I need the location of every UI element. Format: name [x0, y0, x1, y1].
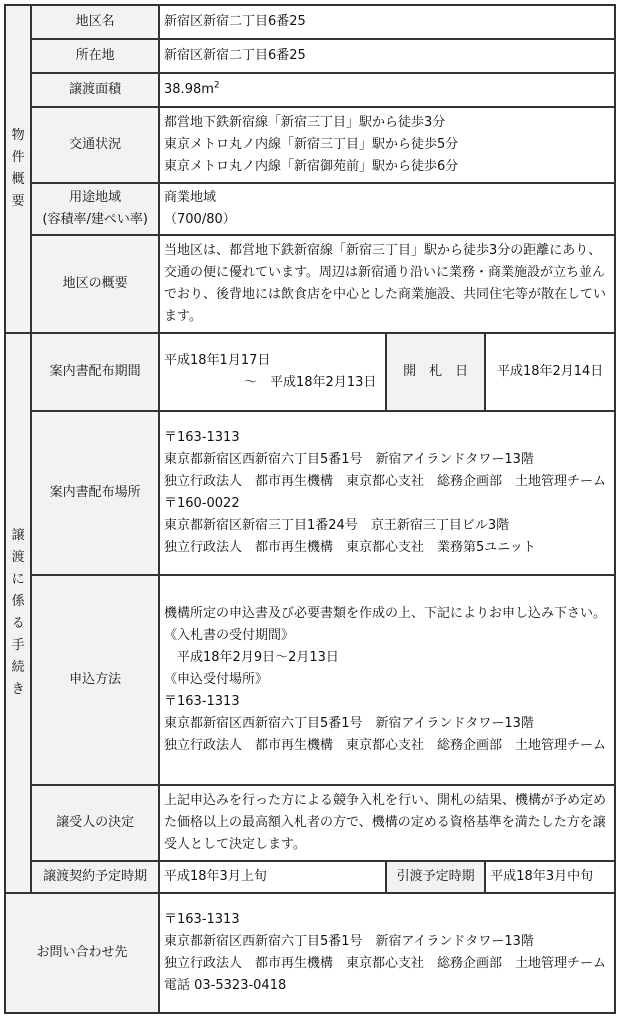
zoning-value: [159, 183, 615, 235]
section-procedure-label: [5, 333, 31, 893]
handover-label: 引渡予定時期: [386, 861, 485, 893]
zoning-value-line: （700/80）: [164, 212, 236, 227]
transport-line: 都営地下鉄新宿線「新宿三丁目」駅から徒歩3分: [164, 115, 446, 130]
zoning-label: [31, 183, 159, 235]
decision-label: 譲受人の決定: [31, 785, 159, 861]
area-value: [159, 73, 615, 107]
summary-value: 当地区は、都営地下鉄新宿線「新宿三丁目」駅から徒歩3分の距離にあり、交通の便に優れています。周辺は新宿通り沿いに業務・商業施設が立ち並んでおり、後背地には飲食店を中心とした商業施設、共同住宅等が散在しています。: [159, 235, 615, 333]
row-distribution-place: [5, 411, 615, 575]
section-procedure-text: 譲渡に係る手続き: [11, 528, 25, 697]
row-area: [5, 73, 615, 107]
apply-line: 《入札書の受付期間》: [164, 628, 295, 643]
section-property-text: 物件概要: [11, 128, 25, 209]
zoning-label-line: 用途地域: [69, 190, 122, 205]
contract-value: 平成18年3月上旬: [159, 861, 386, 893]
area-number: 38.98m: [164, 82, 214, 97]
place-line: 独立行政法人 都市再生機構 東京都心支社 業務第5ユニット: [164, 540, 536, 555]
property-info-table: [4, 4, 616, 1014]
place-line: 〒163-1313: [164, 430, 240, 445]
row-contract: [5, 861, 615, 893]
row-transport: [5, 107, 615, 183]
opening-value: 平成18年2月14日: [485, 333, 615, 411]
decision-value: 上記申込みを行った方による競争入札を行い、開札の結果、機構が予め定めた価格以上の最高額入札者の方で、機構の定める資格基準を満たした方を譲受人として決定します。: [159, 785, 615, 861]
place-line: 〒160-0022: [164, 496, 240, 511]
zoning-value-line: 商業地域: [164, 190, 217, 205]
place-line: 独立行政法人 都市再生機構 東京都心支社 総務企画部 土地管理チーム: [164, 474, 607, 489]
apply-line: 《申込受付場所》: [164, 672, 269, 687]
period-label: 案内書配布期間: [31, 333, 159, 411]
contact-value: [159, 893, 615, 1013]
transport-line: 東京メトロ丸ノ内線「新宿御苑前」駅から徒歩6分: [164, 159, 459, 174]
opening-label: 開 札 日: [386, 333, 485, 411]
row-location: [5, 39, 615, 73]
transport-line: 東京メトロ丸ノ内線「新宿三丁目」駅から徒歩5分: [164, 137, 459, 152]
row-contact: [5, 893, 615, 1013]
apply-line: 東京都新宿区西新宿六丁目5番1号 新宿アイランドタワー13階: [164, 716, 534, 731]
row-district: [5, 5, 615, 39]
apply-line: 機構所定の申込書及び必要書類を作成の上、下記によりお申し込み下さい。: [164, 606, 607, 621]
period-value: [159, 333, 386, 411]
location-label: 所在地: [31, 39, 159, 73]
handover-value: 平成18年3月中旬: [485, 861, 615, 893]
row-zoning: [5, 183, 615, 235]
district-value: 新宿区新宿二丁目6番25: [159, 5, 615, 39]
district-label: 地区名: [31, 5, 159, 39]
row-decision: [5, 785, 615, 861]
section-property-label: [5, 5, 31, 333]
summary-label: 地区の概要: [31, 235, 159, 333]
transport-value: [159, 107, 615, 183]
place-line: 東京都新宿区西新宿六丁目5番1号 新宿アイランドタワー13階: [164, 452, 534, 467]
row-distribution-period: [5, 333, 615, 411]
apply-value: [159, 575, 615, 785]
contact-line: 電話 03-5323-0418: [164, 978, 287, 993]
area-label: 譲渡面積: [31, 73, 159, 107]
transport-label: 交通状況: [31, 107, 159, 183]
apply-label: 申込方法: [31, 575, 159, 785]
period-start: 平成18年1月17日: [164, 353, 271, 368]
zoning-label-line: (容積率/建ぺい率): [42, 212, 148, 227]
contract-label: 譲渡契約予定時期: [31, 861, 159, 893]
place-label: 案内書配布場所: [31, 411, 159, 575]
apply-line: 〒163-1313: [164, 694, 240, 709]
contact-line: 独立行政法人 都市再生機構 東京都心支社 総務企画部 土地管理チーム: [164, 956, 607, 971]
period-end: ～ 平成18年2月13日: [244, 375, 377, 390]
contact-line: 〒163-1313: [164, 912, 240, 927]
place-value: [159, 411, 615, 575]
place-line: 東京都新宿区新宿三丁目1番24号 京王新宿三丁目ビル3階: [164, 518, 510, 533]
area-unit-superscript: 2: [213, 80, 220, 91]
row-application: [5, 575, 615, 785]
apply-line: 平成18年2月9日～2月13日: [164, 650, 339, 665]
contact-line: 東京都新宿区西新宿六丁目5番1号 新宿アイランドタワー13階: [164, 934, 534, 949]
apply-line: 独立行政法人 都市再生機構 東京都心支社 総務企画部 土地管理チーム: [164, 738, 607, 753]
contact-label: お問い合わせ先: [5, 893, 159, 1013]
row-summary: [5, 235, 615, 333]
location-value: 新宿区新宿二丁目6番25: [159, 39, 615, 73]
